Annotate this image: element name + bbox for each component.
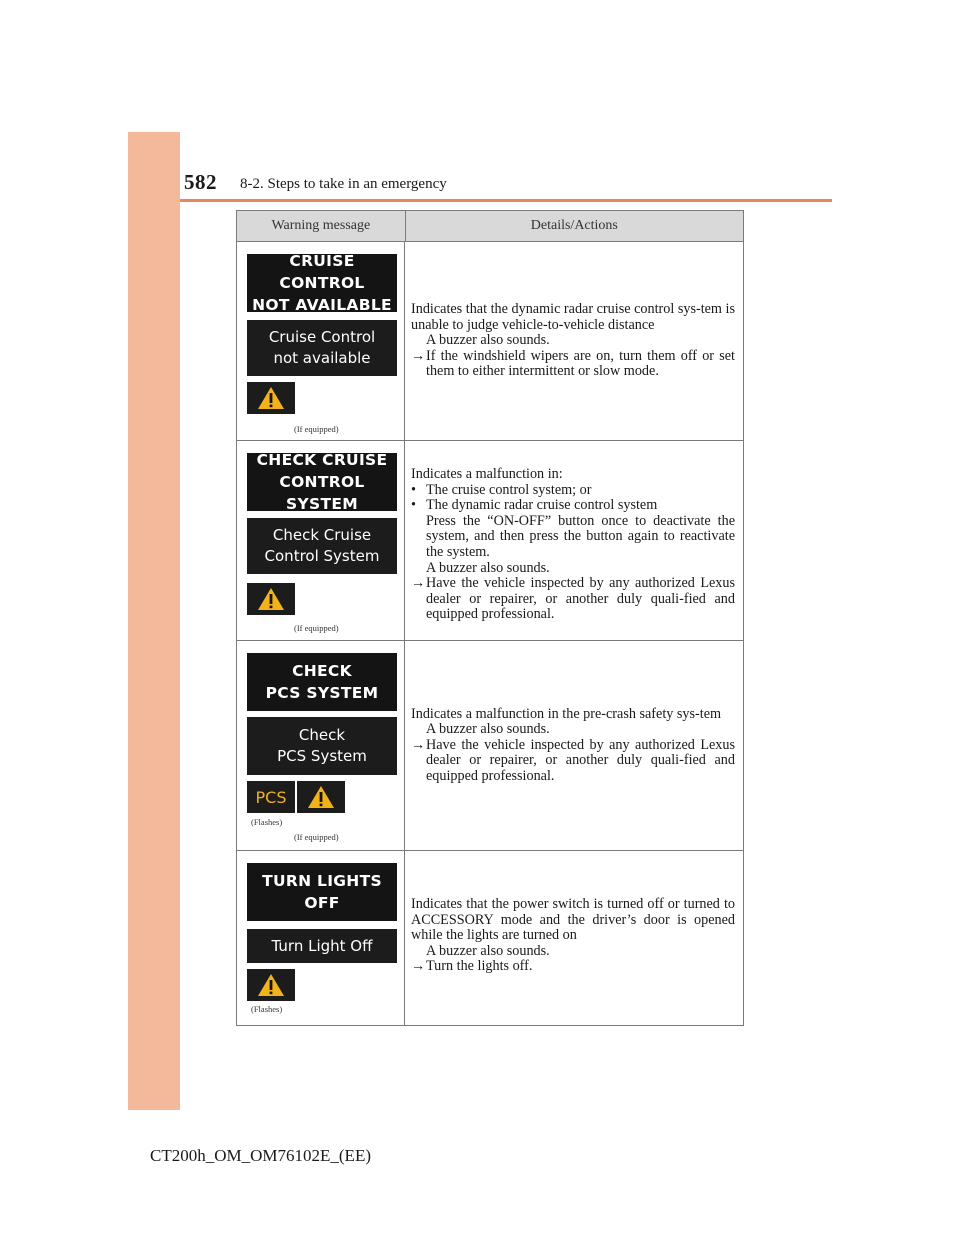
bullet-icon: • xyxy=(411,481,416,498)
arrow-icon: → xyxy=(411,958,426,975)
warning-message-images xyxy=(237,641,405,850)
detail-buzzer: A buzzer also sounds. xyxy=(426,721,550,738)
warning-message-images xyxy=(237,441,405,640)
warning-message-images xyxy=(237,851,405,1025)
detail-intro: Indicates that the power switch is turned off or turned to ACCESSORY mode and the driver’s door is opened while the lights are turned on xyxy=(411,896,735,944)
details-actions-text xyxy=(405,441,743,640)
document-footer-code: CT200h_OM_OM76102E_(EE) xyxy=(150,1146,371,1165)
if-equipped-note: (If equipped) xyxy=(294,832,339,842)
warning-triangle-icon xyxy=(297,781,345,813)
table-row xyxy=(237,242,743,441)
chapter-tab-strip xyxy=(128,132,180,1110)
arrow-icon: → xyxy=(411,347,426,364)
bullet-item: • The dynamic radar cruise control system xyxy=(411,497,658,514)
display-screen-upper: CRUISE CONTROL NOT AVAILABLE xyxy=(247,254,397,312)
warning-message-table xyxy=(236,210,744,1026)
section-title: 8-2. Steps to take in an emergency xyxy=(240,176,447,192)
display-screen-lower: Cruise Control not available xyxy=(247,320,397,376)
display-screen-upper: CHECK PCS SYSTEM xyxy=(247,653,397,711)
detail-buzzer: A buzzer also sounds. xyxy=(426,942,550,959)
page-number: 582 xyxy=(184,170,217,194)
bullet-icon: • xyxy=(411,497,416,514)
flashes-note: (Flashes) xyxy=(251,1004,283,1014)
warning-triangle-icon xyxy=(247,969,295,1001)
detail-buzzer: A buzzer also sounds. xyxy=(426,559,550,576)
table-header xyxy=(237,211,743,242)
display-screen-upper: TURN LIGHTS OFF xyxy=(247,863,397,921)
if-equipped-note: (If equipped) xyxy=(294,623,339,633)
action-item: → If the windshield wipers are on, turn them off or set them to either intermittent or slow mode. xyxy=(411,347,735,380)
flashes-note: (Flashes) xyxy=(251,817,283,827)
display-screen-lower: Turn Light Off xyxy=(247,929,397,963)
detail-intro: Indicates a malfunction in: xyxy=(411,466,563,482)
bullet-item: • The cruise control system; or xyxy=(411,481,592,498)
detail-intro: Indicates that the dynamic radar cruise control sys-tem is unable to judge vehicle-to-vehicle distance xyxy=(411,301,735,333)
details-actions-text xyxy=(405,851,743,1025)
details-actions-text xyxy=(405,641,743,850)
action-item: → Have the vehicle inspected by any authorized Lexus dealer or repairer, or another duly quali-fied and equipped professional. xyxy=(411,736,735,784)
display-screen-lower: Check Cruise Control System xyxy=(247,518,397,574)
warning-triangle-icon xyxy=(247,382,295,414)
action-item: → Have the vehicle inspected by any authorized Lexus dealer or repairer, or another duly quali-fied and equipped professional. xyxy=(411,575,735,623)
display-screen-lower: Check PCS System xyxy=(247,717,397,775)
warning-message-images xyxy=(237,242,405,440)
if-equipped-note: (If equipped) xyxy=(294,424,339,434)
header-rule xyxy=(180,199,832,202)
detail-intro: Indicates a malfunction in the pre-crash safety sys-tem xyxy=(411,705,722,722)
warning-triangle-icon xyxy=(247,583,295,615)
detail-instruction: Press the “ON-OFF” button once to deactivate the system, and then press the button again to reactivate the system. xyxy=(426,512,735,560)
arrow-icon: → xyxy=(411,575,426,592)
table-row xyxy=(237,441,743,641)
detail-buzzer: A buzzer also sounds. xyxy=(426,332,550,349)
display-screen-upper: CHECK CRUISE CONTROL SYSTEM xyxy=(247,453,397,511)
details-actions-text xyxy=(405,242,743,440)
table-row xyxy=(237,851,743,1025)
table-row xyxy=(237,641,743,851)
pcs-indicator: PCS xyxy=(247,781,295,813)
arrow-icon: → xyxy=(411,736,426,753)
column-header-warning-message: Warning message xyxy=(237,211,406,241)
action-item: → Turn the lights off. xyxy=(411,958,533,975)
column-header-details-actions: Details/Actions xyxy=(530,218,618,233)
